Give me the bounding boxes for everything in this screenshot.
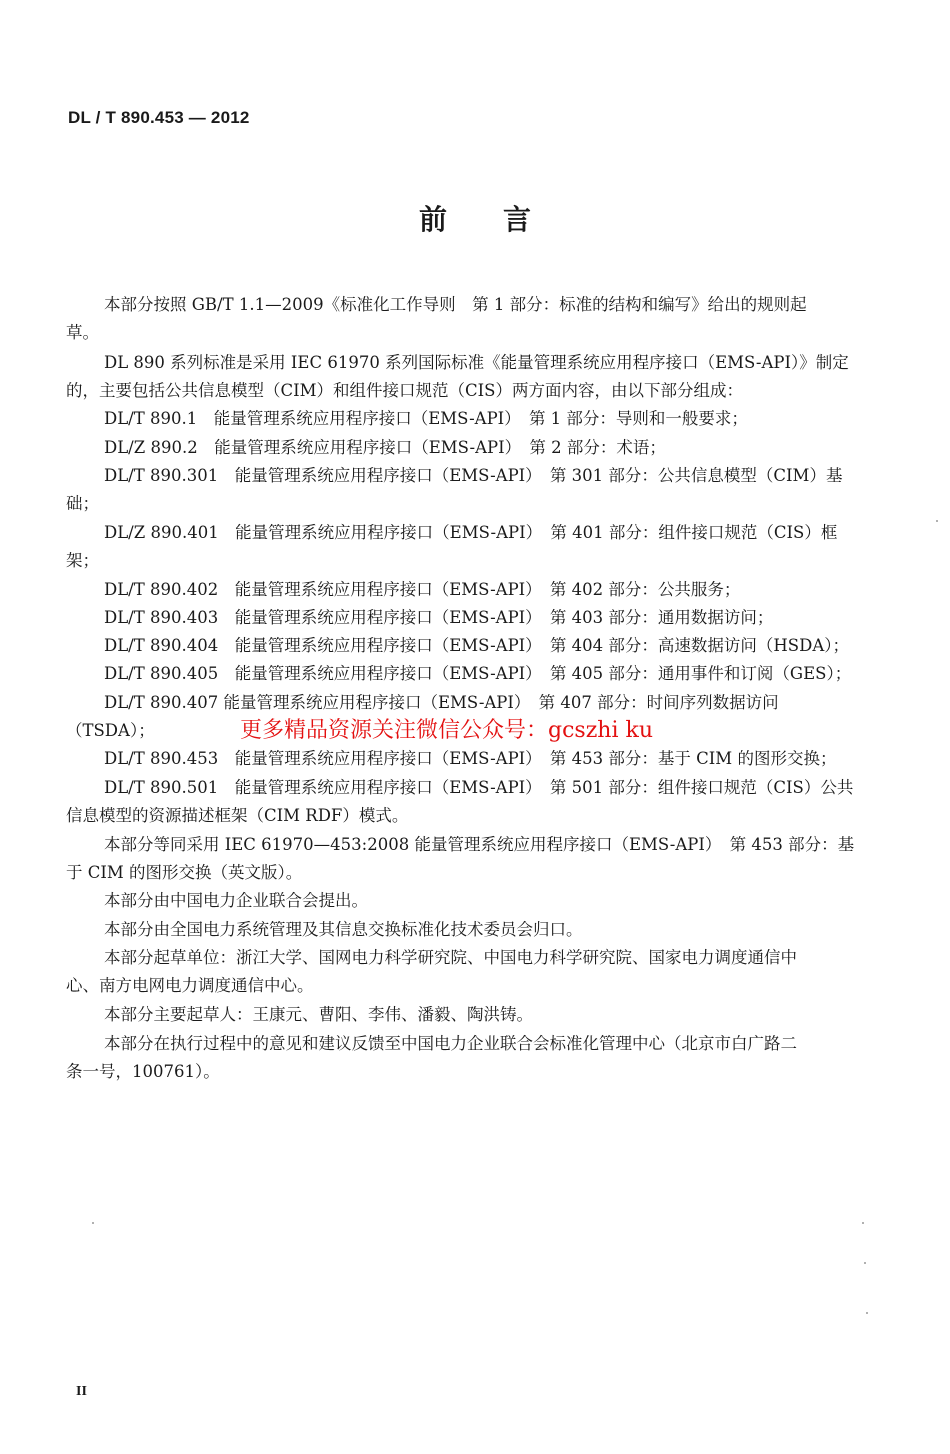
scan-speck <box>866 1312 868 1314</box>
text-line: （TSDA）； <box>66 721 155 740</box>
text-line: 本部分按照 GB/T 1.1—2009《标准化工作导则 第 1 部分：标准的结构和编写》给出的规则起 <box>104 295 807 314</box>
text-line: 草。 <box>66 323 99 342</box>
text-line: DL/T 890.453 能量管理系统应用程序接口（EMS-API） 第 453 部分：基于 CIM 的图形交换； <box>104 749 837 768</box>
text-line: 架； <box>66 551 99 570</box>
text-line: DL/T 890.405 能量管理系统应用程序接口（EMS-API） 第 405 部分：通用事件和订阅（GES）； <box>104 664 852 683</box>
text-line: 条一号，100761）。 <box>66 1062 220 1081</box>
text-line: 本部分由全国电力系统管理及其信息交换标准化技术委员会归口。 <box>104 920 583 939</box>
scan-speck <box>936 520 938 522</box>
text-line: DL 890 系列标准是采用 IEC 61970 系列国际标准《能量管理系统应用程序接口（EMS-API）》制定 <box>104 353 849 372</box>
text-line: DL/T 890.1 能量管理系统应用程序接口（EMS-API） 第 1 部分：导则和一般要求； <box>104 409 748 428</box>
text-line: DL/T 890.402 能量管理系统应用程序接口（EMS-API） 第 402 部分：公共服务； <box>104 580 741 599</box>
text-line: 础； <box>66 494 99 513</box>
text-line: DL/T 890.501 能量管理系统应用程序接口（EMS-API） 第 501 部分：组件接口规范（CIS）公共 <box>104 778 854 797</box>
text-line: DL/T 890.404 能量管理系统应用程序接口（EMS-API） 第 404 部分：高速数据访问（HSDA）； <box>104 636 850 655</box>
text-line: 本部分等同采用 IEC 61970—453:2008 能量管理系统应用程序接口（EMS-API） 第 453 部分：基 <box>104 835 855 854</box>
text-line: DL/T 890.403 能量管理系统应用程序接口（EMS-API） 第 403 部分：通用数据访问； <box>104 608 774 627</box>
text-line: DL/Z 890.401 能量管理系统应用程序接口（EMS-API） 第 401 部分：组件接口规范（CIS）框 <box>104 523 838 542</box>
scan-speck <box>864 1262 866 1264</box>
scan-speck <box>862 1222 864 1224</box>
text-line: DL/Z 890.2 能量管理系统应用程序接口（EMS-API） 第 2 部分：术语； <box>104 438 666 457</box>
text-line: 的，主要包括公共信息模型（CIM）和组件接口规范（CIS）两方面内容，由以下部分组成： <box>66 381 743 400</box>
text-line: DL/T 890.301 能量管理系统应用程序接口（EMS-API） 第 301 部分：公共信息模型（CIM）基 <box>104 466 843 485</box>
page-number: II <box>76 1384 87 1399</box>
text-line: 本部分在执行过程中的意见和建议反馈至中国电力企业联合会标准化管理中心（北京市白广路二 <box>104 1034 797 1053</box>
text-line: 于 CIM 的图形交换（英文版）。 <box>66 863 303 882</box>
watermark-text: 更多精品资源关注微信公众号：gcszhi ku <box>240 718 653 743</box>
text-line: 本部分由中国电力企业联合会提出。 <box>104 891 368 910</box>
title-char-2: 言 <box>503 203 532 236</box>
text-line: 心、南方电网电力调度通信中心。 <box>66 976 314 995</box>
scan-speck <box>92 1222 94 1224</box>
title-char-1: 前 <box>418 203 447 236</box>
text-line: 本部分主要起草人：王康元、曹阳、李伟、潘毅、陶洪铸。 <box>104 1005 533 1024</box>
text-line: DL/T 890.407 能量管理系统应用程序接口（EMS-API） 第 407 部分：时间序列数据访问 <box>104 693 779 712</box>
standard-number-header: DL / T 890.453 — 2012 <box>68 108 250 127</box>
text-line: 信息模型的资源描述框架（CIM RDF）模式。 <box>66 806 409 825</box>
text-line: 本部分起草单位：浙江大学、国网电力科学研究院、中国电力科学研究院、国家电力调度通信中 <box>104 948 797 967</box>
page-title <box>0 198 950 238</box>
